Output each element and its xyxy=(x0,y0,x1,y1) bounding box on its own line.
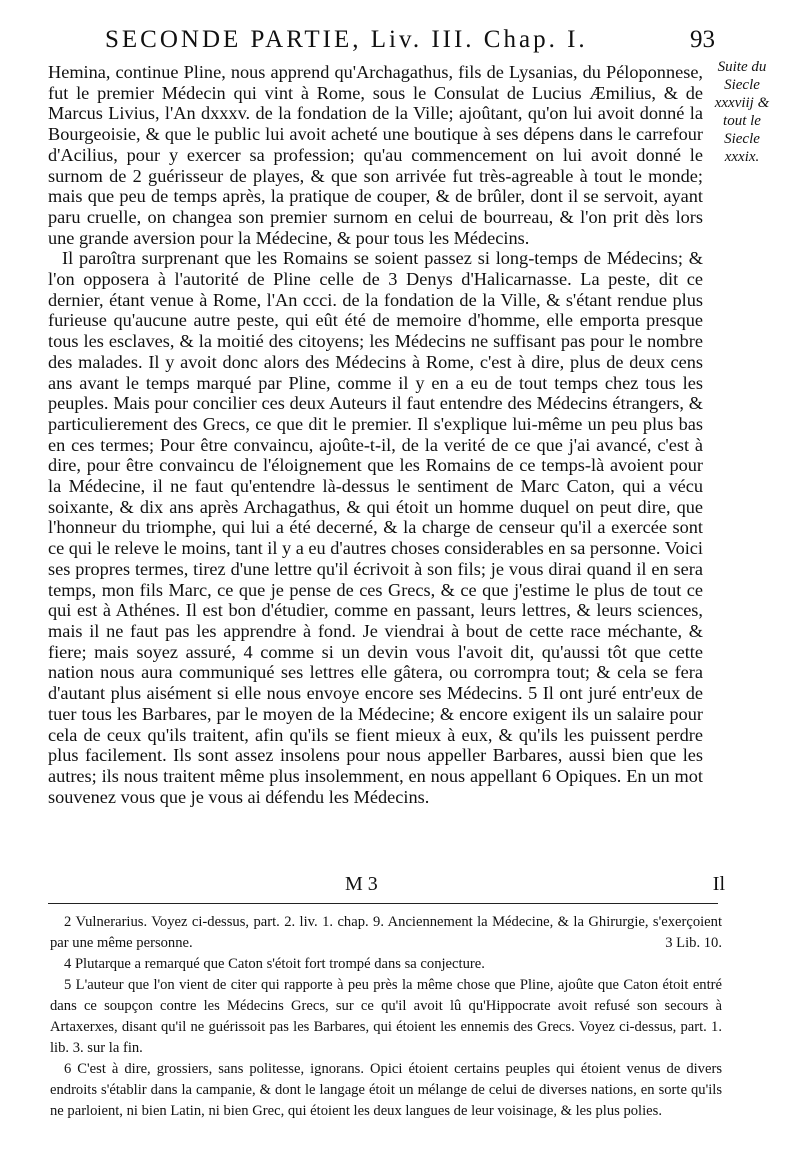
main-text xyxy=(48,62,703,807)
paragraph-1: Hemina, continue Pline, nous apprend qu'Archagathus, fils de Lysanias, du Péloponnese, fut le premier Médecin qui vint à Rome, sous le Consulat de Lucius Æmilius, & de Marcus Livius, l'An dxxxv. de la fondation de la Ville; ajoûtant, qu'on lui avoit donné la Bourgeoisie, & que le public lui avoit acheté une boutique à ses dépens dans le carrefour d'Acilius, pour y exercer sa profession; qu'au commencement on lui avoit donné le surnom de 2 guérisseur de playes, & que son arrivée fut très-agreable à tout le monde; mais que peu de temps après, la pratique de couper, & de brûler, dont il se servoit, ayant paru cruelle, on changea son premier surnom en celui de bourreau, & l'on prit dès lors une grande aversion pour la Médecine, & pour tous les Médecins. xyxy=(48,62,703,248)
paragraph-2: Il paroîtra surprenant que les Romains se soient passez si long-temps de Médecins; & l'on opposera à l'autorité de Pline celle de 3 Denys d'Halicarnasse. La peste, dit ce dernier, étant venue à Rome, l'An ccci. de la fondation de la Ville, & s'étant rendue plus furieuse qu'aucune autre peste, qui eût été de memoire d'homme, elle emporta presque tous les esclaves, & la moitié des citoyens; les Médecins ne suffisant pas pour le nombre des malades. Il y avoit donc alors des Médecins à Rome, c'est à dire, plus de deux cens ans avant le temps marqué par Pline, comme il y en a eu de tout temps chez tous les peuples. Mais pour concilier ces deux Auteurs il faut entendre des Médecins étrangers, & particulierement des Grecs, ce que dit le premier. Il s'explique lui-même un peu plus bas en ces termes; Pour être convaincu, ajoûte-t-il, de la verité de ce que j'ai avancé, c'est à dire, pour être convaincu de l'éloignement que les Romains de ce temps-là avoient pour la Médecine, il ne faut qu'entendre là-dessus le sentiment de Marc Caton, qui a vécu soixante, & dix ans après Archagathus, & qui étoit un homme duquel on peut dire, que l'honneur du triomphe, qui lui a été decerné, & la charge de censeur qu'il a exercée sont ce qui le releve le moins, tant il y a eu d'autres choses considerables en sa personne. Voici ses propres termes, tirez d'une lettre qu'il écrivoit à son fils; je vous dirai quand il en sera temps, mon fils Marc, ce que je pense de ces Grecs, & ce que j'estime le plus de tout ce qui est à Athénes. Il est bon d'étudier, comme en passant, leurs lettres, & leurs sciences, mais il ne faut pas les apprendre à fond. Je viendrai à bout de cette race méchante, & fiere; mais soyez assuré, 4 comme si un devin vous l'avoit dit, qu'aussi tôt que cette nation nous aura communiqué ses lettres elle gâtera, ou corrompra tout; & cela se fera d'autant plus aisément si elle nous envoye encore ses Médecins. 5 Il ont juré entr'eux de tuer tous les Barbares, par le moyen de la Médecine; & encore exigent ils un salaire pour cela de ceux qu'ils traitent, afin qu'ils se fient mieux à eux, & qu'ils les puissent perdre plus facilement. Ils sont assez insolens pour nous appeller Barbares, aussi bien que les autres; ils nous traitent même plus insolemment, en nous appellant 6 Opiques. En un mot souvenez vous que je vous ai défendu les Médecins. xyxy=(48,248,703,807)
footnotes xyxy=(50,912,722,1122)
signature-mark: M 3 xyxy=(345,873,378,895)
footnote-6: 6 C'est à dire, grossiers, sans politesse, ignorans. Opici étoient certains peuples qui étoient venus de divers endroits s'établir dans la campanie, & dont le langage étoit un mélange de celui de diverses nations, en sorte qu'ils ne parloient, ni bien Latin, ni bien Grec, qui étoient les deux langues de leur voisinage, & les plus polies. xyxy=(50,1061,722,1119)
footnote-divider xyxy=(48,903,718,904)
footnote-2-text: 2 Vulnerarius. Voyez ci-dessus, part. 2. liv. 1. chap. 9. Anciennement la Médecine, & la Ghirurgie, s'exerçoient par une même personne. xyxy=(50,914,722,951)
margin-note: Suite du Siecle xxxviij & tout le Siecle xxxix. xyxy=(714,59,770,165)
footnote-3: 3 Lib. 10. xyxy=(665,935,722,951)
page-number: 93 xyxy=(690,26,715,53)
running-title: SECONDE PARTIE, Liv. III. Chap. I. xyxy=(105,26,588,53)
footnote-5: 5 L'auteur que l'on vient de citer qui rapporte à peu près la même chose que Pline, ajoûte que Caton étoit entré dans ce soupçon contre les Médecins Grecs, sur ce qu'il avoit lû qu'Hippocrate avoit refusé son secours à Artaxerxes, disant qu'il ne guérissoit pas les Barbares, qui étoient les ennemis des Grecs. Voyez ci-dessus, part. 1. lib. 3. sur la fin. xyxy=(50,977,722,1056)
footnote-2 xyxy=(50,912,722,954)
catchword: Il xyxy=(712,873,725,895)
running-header xyxy=(105,26,715,54)
footnote-4: 4 Plutarque a remarqué que Caton s'étoit fort trompé dans sa conjecture. xyxy=(64,956,485,972)
